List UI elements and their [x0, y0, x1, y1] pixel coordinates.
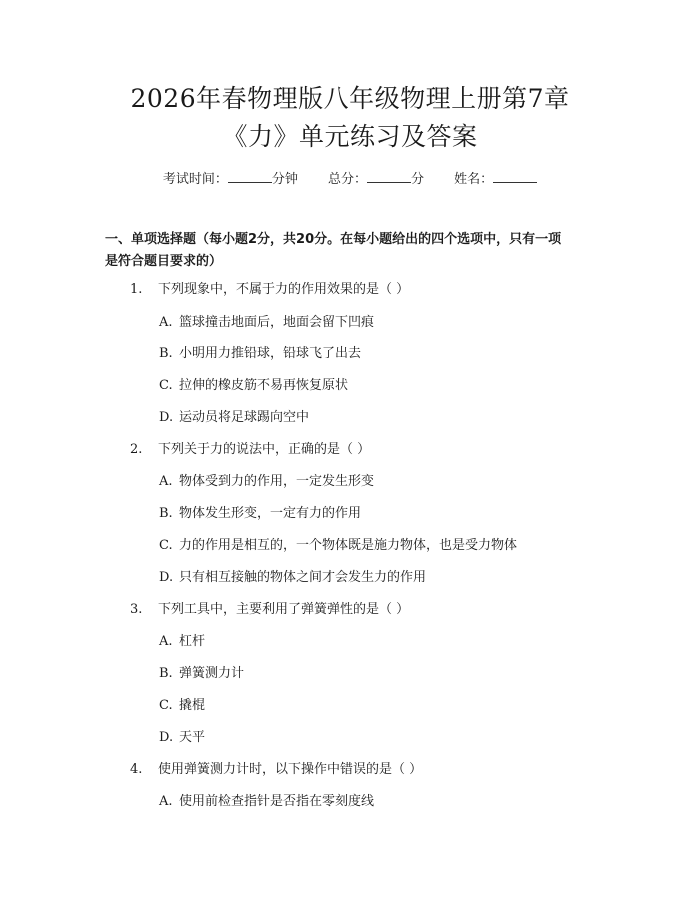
option-2c[interactable]	[159, 537, 517, 555]
option-letter: B.	[159, 666, 173, 681]
section-heading	[105, 229, 605, 273]
exam-time-unit: 分钟	[271, 172, 298, 187]
question-number: 3.	[130, 602, 143, 617]
option-letter: D.	[159, 730, 174, 745]
option-text: 拉伸的橡皮筋不易再恢复原状	[179, 378, 349, 393]
option-2b[interactable]	[159, 505, 361, 523]
question-number: 1.	[130, 282, 143, 297]
exam-name	[454, 172, 537, 187]
exam-score-unit: 分	[411, 172, 425, 187]
option-letter: B.	[159, 346, 173, 361]
option-letter: D.	[159, 410, 174, 425]
option-3d[interactable]	[159, 729, 205, 747]
question-text: 下列关于力的说法中，正确的是（ ）	[158, 442, 371, 457]
question-text: 下列工具中，主要利用了弹簧弹性的是（ ）	[158, 602, 410, 617]
option-letter: C.	[159, 698, 173, 713]
option-2a[interactable]	[159, 473, 374, 491]
exam-score-blank[interactable]	[367, 170, 411, 183]
option-text: 天平	[179, 730, 206, 745]
option-text: 物体发生形变，一定有力的作用	[179, 506, 362, 521]
section-heading-line-2: 是符合题目要求的）	[105, 254, 223, 269]
option-text: 使用前检查指针是否指在零刻度线	[179, 794, 375, 809]
option-letter: C.	[159, 378, 173, 393]
exam-score-label: 总分：	[327, 172, 367, 187]
option-letter: A.	[159, 794, 173, 809]
exam-time-blank[interactable]	[228, 170, 272, 183]
option-letter: A.	[159, 634, 173, 649]
option-text: 篮球撞击地面后，地面会留下凹痕	[179, 315, 375, 330]
option-letter: C.	[159, 538, 173, 553]
option-1d[interactable]	[159, 409, 309, 427]
option-2d[interactable]	[159, 569, 426, 587]
question-text: 下列现象中，不属于力的作用效果的是（ ）	[158, 282, 410, 297]
title-line-2: 《力》单元练习及答案	[222, 122, 478, 151]
exam-info	[0, 170, 700, 189]
question-4	[130, 761, 422, 779]
option-letter: D.	[159, 570, 174, 585]
exam-time-label: 考试时间：	[162, 172, 228, 187]
exam-time	[163, 172, 298, 187]
option-text: 物体受到力的作用，一定发生形变	[179, 474, 375, 489]
option-text: 小明用力推铅球，铅球飞了出去	[179, 346, 362, 361]
option-4a[interactable]	[159, 793, 374, 811]
option-letter: B.	[159, 506, 173, 521]
option-text: 弹簧测力计	[179, 666, 245, 681]
option-letter: A.	[159, 474, 173, 489]
section-heading-line-1: 一、单项选择题（每小题2分，共20分。在每小题给出的四个选项中，只有一项	[105, 232, 562, 247]
exam-score	[328, 172, 424, 187]
question-number: 2.	[130, 442, 143, 457]
option-text: 运动员将足球踢向空中	[179, 410, 310, 425]
option-1c[interactable]	[159, 377, 348, 395]
question-2	[130, 441, 370, 459]
question-1	[130, 281, 409, 299]
option-letter: A.	[159, 315, 173, 330]
question-text: 使用弹簧测力计时，以下操作中错误的是（ ）	[158, 762, 423, 777]
option-text: 力的作用是相互的，一个物体既是施力物体，也是受力物体	[179, 538, 518, 553]
question-3	[130, 601, 409, 619]
option-text: 杠杆	[179, 634, 206, 649]
option-text: 撬棍	[179, 698, 206, 713]
exam-name-blank[interactable]	[493, 170, 537, 183]
option-3c[interactable]	[159, 697, 205, 715]
exam-name-label: 姓名：	[454, 172, 494, 187]
option-3a[interactable]	[159, 633, 205, 651]
option-text: 只有相互接触的物体之间才会发生力的作用	[179, 570, 427, 585]
title-line-1: 2026年春物理版八年级物理上册第7章	[130, 84, 570, 113]
option-3b[interactable]	[159, 665, 244, 683]
question-number: 4.	[130, 762, 143, 777]
option-1b[interactable]	[159, 345, 361, 363]
option-1a[interactable]	[159, 314, 374, 332]
